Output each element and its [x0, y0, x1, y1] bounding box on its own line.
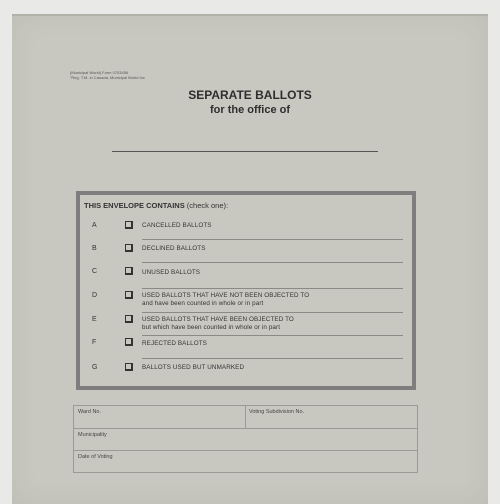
envelope-title: SEPARATE BALLOTS [188, 88, 312, 102]
checkbox-d[interactable] [125, 291, 133, 299]
row-label-b [142, 245, 206, 253]
row-label-g-line1: BALLOTS USED BUT UNMARKED [142, 364, 245, 371]
row-label-c [142, 269, 200, 277]
row-rule-c [142, 288, 403, 289]
imprint-line-1: (Municipal World) Form 0703456 [70, 70, 129, 75]
row-letter-g: G [92, 364, 98, 371]
row-rule-f [142, 358, 403, 359]
publisher-imprint [70, 70, 145, 80]
table-rule-2 [73, 450, 418, 451]
ward-no-field-label: Ward No. [78, 409, 102, 415]
row-label-e-line1: USED BALLOTS THAT HAVE BEEN OBJECTED TO [142, 316, 294, 323]
checkbox-a[interactable] [125, 221, 133, 229]
row-rule-d [142, 312, 403, 313]
municipality-field-label: Municipality [78, 432, 107, 438]
row-label-d [142, 292, 309, 308]
checkbox-e[interactable] [125, 315, 133, 323]
table-rule-1 [73, 428, 418, 429]
row-label-a [142, 222, 212, 230]
office-write-in-line[interactable] [112, 151, 378, 152]
row-label-b-line1: DECLINED BALLOTS [142, 245, 206, 252]
row-label-f-line1: REJECTED BALLOTS [142, 340, 207, 347]
row-label-a-line1: CANCELLED BALLOTS [142, 222, 212, 229]
imprint-line-2: "Reg. T.M. in Canada, Municipal World Inc [70, 75, 145, 80]
row-letter-d: D [92, 292, 98, 299]
envelope-subtitle: for the office of [209, 104, 291, 116]
contents-heading-rest: (check one): [184, 201, 229, 210]
row-letter-e: E [92, 316, 97, 323]
row-letter-a: A [92, 222, 97, 229]
row-rule-e [142, 335, 403, 336]
row-letter-b: B [92, 245, 97, 252]
table-divider [245, 405, 246, 428]
row-rule-b [142, 262, 403, 263]
row-label-e-line2: but which have been counted in whole or in part [142, 324, 281, 331]
voting-subdivision-field-label: Voting Subdivision No. [249, 409, 305, 415]
row-label-c-line1: UNUSED BALLOTS [142, 269, 201, 276]
checkbox-c[interactable] [125, 267, 133, 275]
row-letter-c: C [92, 268, 98, 275]
contents-heading [84, 201, 228, 210]
date-of-voting-field-label: Date of Voting [78, 454, 113, 460]
row-label-d-line1: USED BALLOTS THAT HAVE NOT BEEN OBJECTED TO [142, 292, 310, 299]
contents-heading-bold: THIS ENVELOPE CONTAINS [84, 201, 185, 210]
checkbox-g[interactable] [125, 363, 133, 371]
checkbox-f[interactable] [125, 338, 133, 346]
row-label-g [142, 364, 244, 372]
row-label-d-line2: and have been counted in whole or in part [142, 300, 264, 307]
row-label-f [142, 340, 207, 348]
row-label-e [142, 316, 294, 332]
envelope-flap-edge [12, 14, 488, 16]
row-letter-f: F [92, 339, 97, 346]
row-rule-a [142, 239, 403, 240]
checkbox-b[interactable] [125, 244, 133, 252]
